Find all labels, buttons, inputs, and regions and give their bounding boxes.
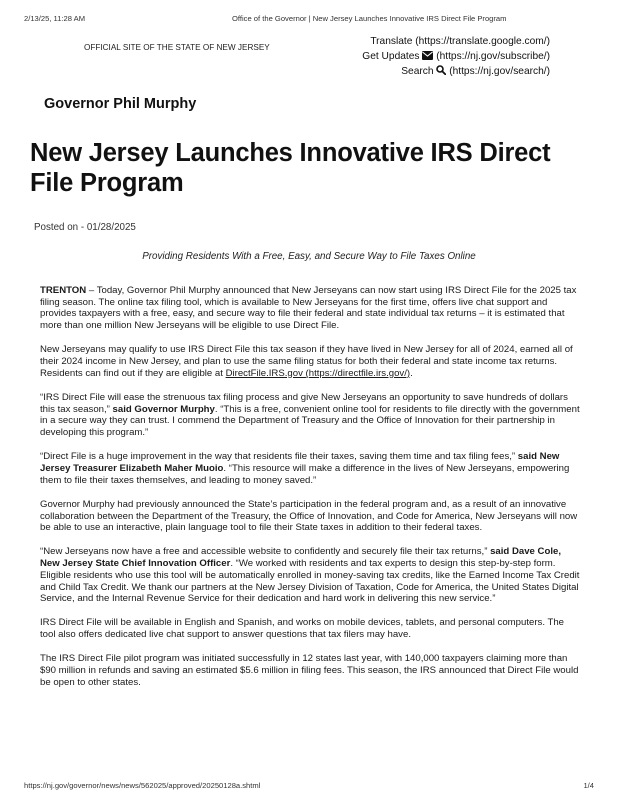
get-updates-label: Get Updates — [362, 51, 420, 62]
envelope-icon — [422, 51, 433, 60]
dateline: TRENTON — [40, 285, 87, 296]
print-url: https://nj.gov/governor/news/news/562025/approved/20250128a.shtml — [24, 781, 261, 790]
utility-links — [362, 34, 550, 79]
paragraph-1: TRENTON – Today, Governor Phil Murphy announced that New Jerseyans can now start using IRS Direct File for the 2025 tax filing season. The online tax filing tool, which is available to New Jerseyans for the first time, offers live chat support and provides taxpayers with a free, easy, and secure way to file their federal and state individual tax returns – it is estimated that more than one million New Jerseyans will be eligible to use Direct File. — [40, 285, 577, 332]
posted-date: Posted on - 01/28/2025 — [34, 222, 136, 233]
paragraph-5: Governor Murphy had previously announced the State’s participation in the federal program and, as a result of an innovative collaboration between the Department of the Treasury, the Office of Innovation, and Code for America, New Jerseyans will now be able to use an interactive, plain language tool to file their State taxes in addition to their federal taxes. — [40, 498, 578, 534]
get-updates-link[interactable] — [362, 49, 550, 64]
paragraph-6: “New Jerseyans now have a free and accessible website to confidently and securely file their tax returns,” said Dave Cole, New Jersey State Chief Innovation Officer. “We worked with residents and tax experts to design this step-by-step form. Eligible residents who use this tool will be automatically enrolled in money-saving tax credits, like the Earned Income Tax Credit and Child Tax Credit. We thank our partners at the New Jersey Division of Taxation, Code for America, the United States Digital Service, and the Internal Revenue Service for their dedication and hard work in delivering this new service.” — [40, 546, 580, 605]
article-body — [40, 285, 580, 701]
paragraph-2: New Jerseyans may qualify to use IRS Direct File this tax season if they have lived in New Jersey for all of 2024, earned all of their 2024 income in New Jersey, and plan to use the same filing status for both their federal and state income tax returns. Residents can find out if they are eligible at DirectFile.IRS.gov (https://directfile.irs.gov/). — [40, 344, 573, 379]
paragraph-4: “Direct File is a huge improvement in the way that residents file their taxes, saving them time and tax filing fees,” said New Jersey Treasurer Elizabeth Maher Muoio. “This resource will make a difference in the lives of New Jerseyans, empowering them to file their taxes themselves, and leading to money saved.” — [40, 451, 570, 486]
official-site-banner: OFFICIAL SITE OF THE STATE OF NEW JERSEY — [84, 43, 270, 52]
get-updates-url: (https://nj.gov/subscribe/) — [436, 51, 550, 62]
paragraph-7: IRS Direct File will be available in English and Spanish, and works on mobile devices, tablets, and personal computers. The tool also offers dedicated live chat support to answer questions that tax filers may have. — [40, 617, 565, 641]
governor-name-link[interactable]: Governor Phil Murphy — [44, 96, 197, 112]
search-icon — [436, 65, 446, 75]
directfile-link[interactable]: DirectFile.IRS.gov (https://directfile.irs.gov/) — [225, 367, 411, 379]
print-page-title: Office of the Governor | New Jersey Launches Innovative IRS Direct File Program — [232, 14, 507, 23]
article-subhead: Providing Residents With a Free, Easy, and Secure Way to File Taxes Online — [142, 251, 476, 262]
search-label: Search — [401, 66, 434, 77]
page-title: New Jersey Launches Innovative IRS Direct File Program — [30, 139, 551, 197]
translate-link[interactable]: Translate (https://translate.google.com/) — [370, 36, 550, 47]
paragraph-8: The IRS Direct File pilot program was initiated successfully in 12 states last year, with 140,000 taxpayers claiming more than $90 million in refunds and saving an estimated $5.6 million in filing fees. This season, the IRS announced that Direct File would be open to other states. — [40, 653, 579, 688]
paragraph-3: “IRS Direct File will ease the strenuous tax filing process and give New Jerseyans an opportunity to save hundreds of dollars this tax season,” said Governor Murphy. “This is a free, convenient online tool for residents to file directly with the government in a secure way they can trust. I commend the Department of Treasury and the Office of Innovation for their partnership in developing this program.” — [40, 391, 580, 439]
print-timestamp: 2/13/25, 11:28 AM — [24, 14, 86, 23]
search-url: (https://nj.gov/search/) — [449, 66, 550, 77]
page-number: 1/4 — [583, 781, 594, 790]
search-link[interactable] — [362, 64, 550, 79]
